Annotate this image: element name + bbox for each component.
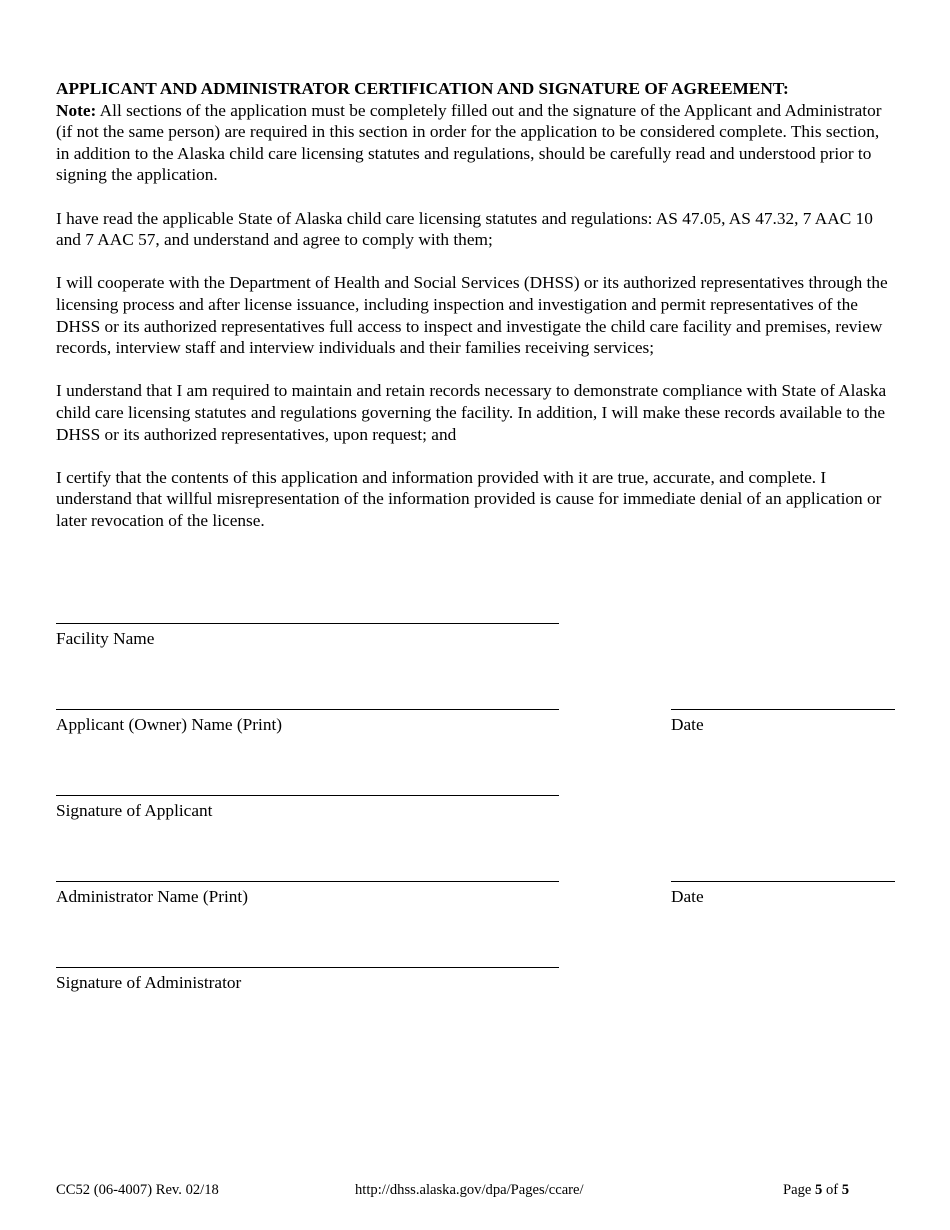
certification-section [56, 78, 896, 553]
applicant-date-line[interactable] [671, 709, 895, 710]
facility-name-label: Facility Name [56, 629, 155, 648]
agreement-paragraph-statutes: I have read the applicable State of Alaska child care licensing statutes and regulations: AS 47.05, AS 47.32, 7 AAC 10 and 7 AAC 57, and understand and agree to comply with them; [56, 208, 873, 250]
applicant-name-label: Applicant (Owner) Name (Print) [56, 715, 283, 734]
administrator-signature-line[interactable] [56, 967, 559, 968]
page-of: of [822, 1182, 842, 1198]
note-text: All sections of the application must be completely filled out and the signature of the Applicant and Administrator (if not the same person) are required in this section in order for the application to be considered complete. This section, in addition to the Alaska child care licensing statutes and regulations, should be carefully read and understood prior to signing the application. [56, 100, 882, 185]
page-current: 5 [815, 1182, 823, 1198]
agreement-paragraph-records: I understand that I am required to maintain and retain records necessary to demonstrate compliance with State of Alaska child care licensing statutes and regulations governing the facility. In addition, I will make these records available to the DHSS or its authorized representatives, upon request; and [56, 381, 887, 444]
applicant-name-line[interactable] [56, 709, 559, 710]
agreement-paragraph-certify: I certify that the contents of this application and information provided with it are true, accurate, and complete. I understand that willful misrepresentation of the information provided is cause for immediate denial of an application or later revocation of the license. [56, 467, 882, 530]
administrator-name-label: Administrator Name (Print) [56, 887, 248, 906]
administrator-date-label: Date [671, 887, 704, 906]
administrator-name-field[interactable] [56, 881, 559, 907]
footer-page-number [783, 1181, 849, 1199]
applicant-date-field[interactable] [671, 709, 895, 735]
page-prefix: Page [783, 1182, 816, 1198]
administrator-name-line[interactable] [56, 881, 559, 882]
applicant-signature-line[interactable] [56, 795, 559, 796]
applicant-signature-label: Signature of Applicant [56, 801, 213, 820]
applicant-date-label: Date [671, 715, 704, 734]
agreement-paragraph-cooperation: I will cooperate with the Department of Health and Social Services (DHSS) or its authorized representatives through the licensing process and after license issuance, including inspection and investigation and permit representatives of the DHSS or its authorized representatives full access to inspect and investigate the child care facility and premises, review records, interview staff and interview individuals and their families receiving services; [56, 273, 888, 358]
page-total: 5 [841, 1182, 850, 1198]
note-label: Note: [56, 100, 97, 120]
facility-name-line[interactable] [56, 623, 559, 624]
administrator-date-field[interactable] [671, 881, 895, 907]
administrator-signature-field[interactable] [56, 967, 559, 993]
note-paragraph [56, 100, 896, 186]
footer-form-id: CC52 (06-4007) Rev. 02/18 [56, 1182, 219, 1198]
footer-url: http://dhss.alaska.gov/dpa/Pages/ccare/ [355, 1182, 584, 1198]
section-heading: APPLICANT AND ADMINISTRATOR CERTIFICATION AND SIGNATURE OF AGREEMENT: [56, 79, 789, 98]
administrator-date-line[interactable] [671, 881, 895, 882]
applicant-signature-field[interactable] [56, 795, 559, 821]
administrator-signature-label: Signature of Administrator [56, 973, 242, 992]
facility-name-field[interactable] [56, 623, 559, 649]
applicant-name-field[interactable] [56, 709, 559, 735]
